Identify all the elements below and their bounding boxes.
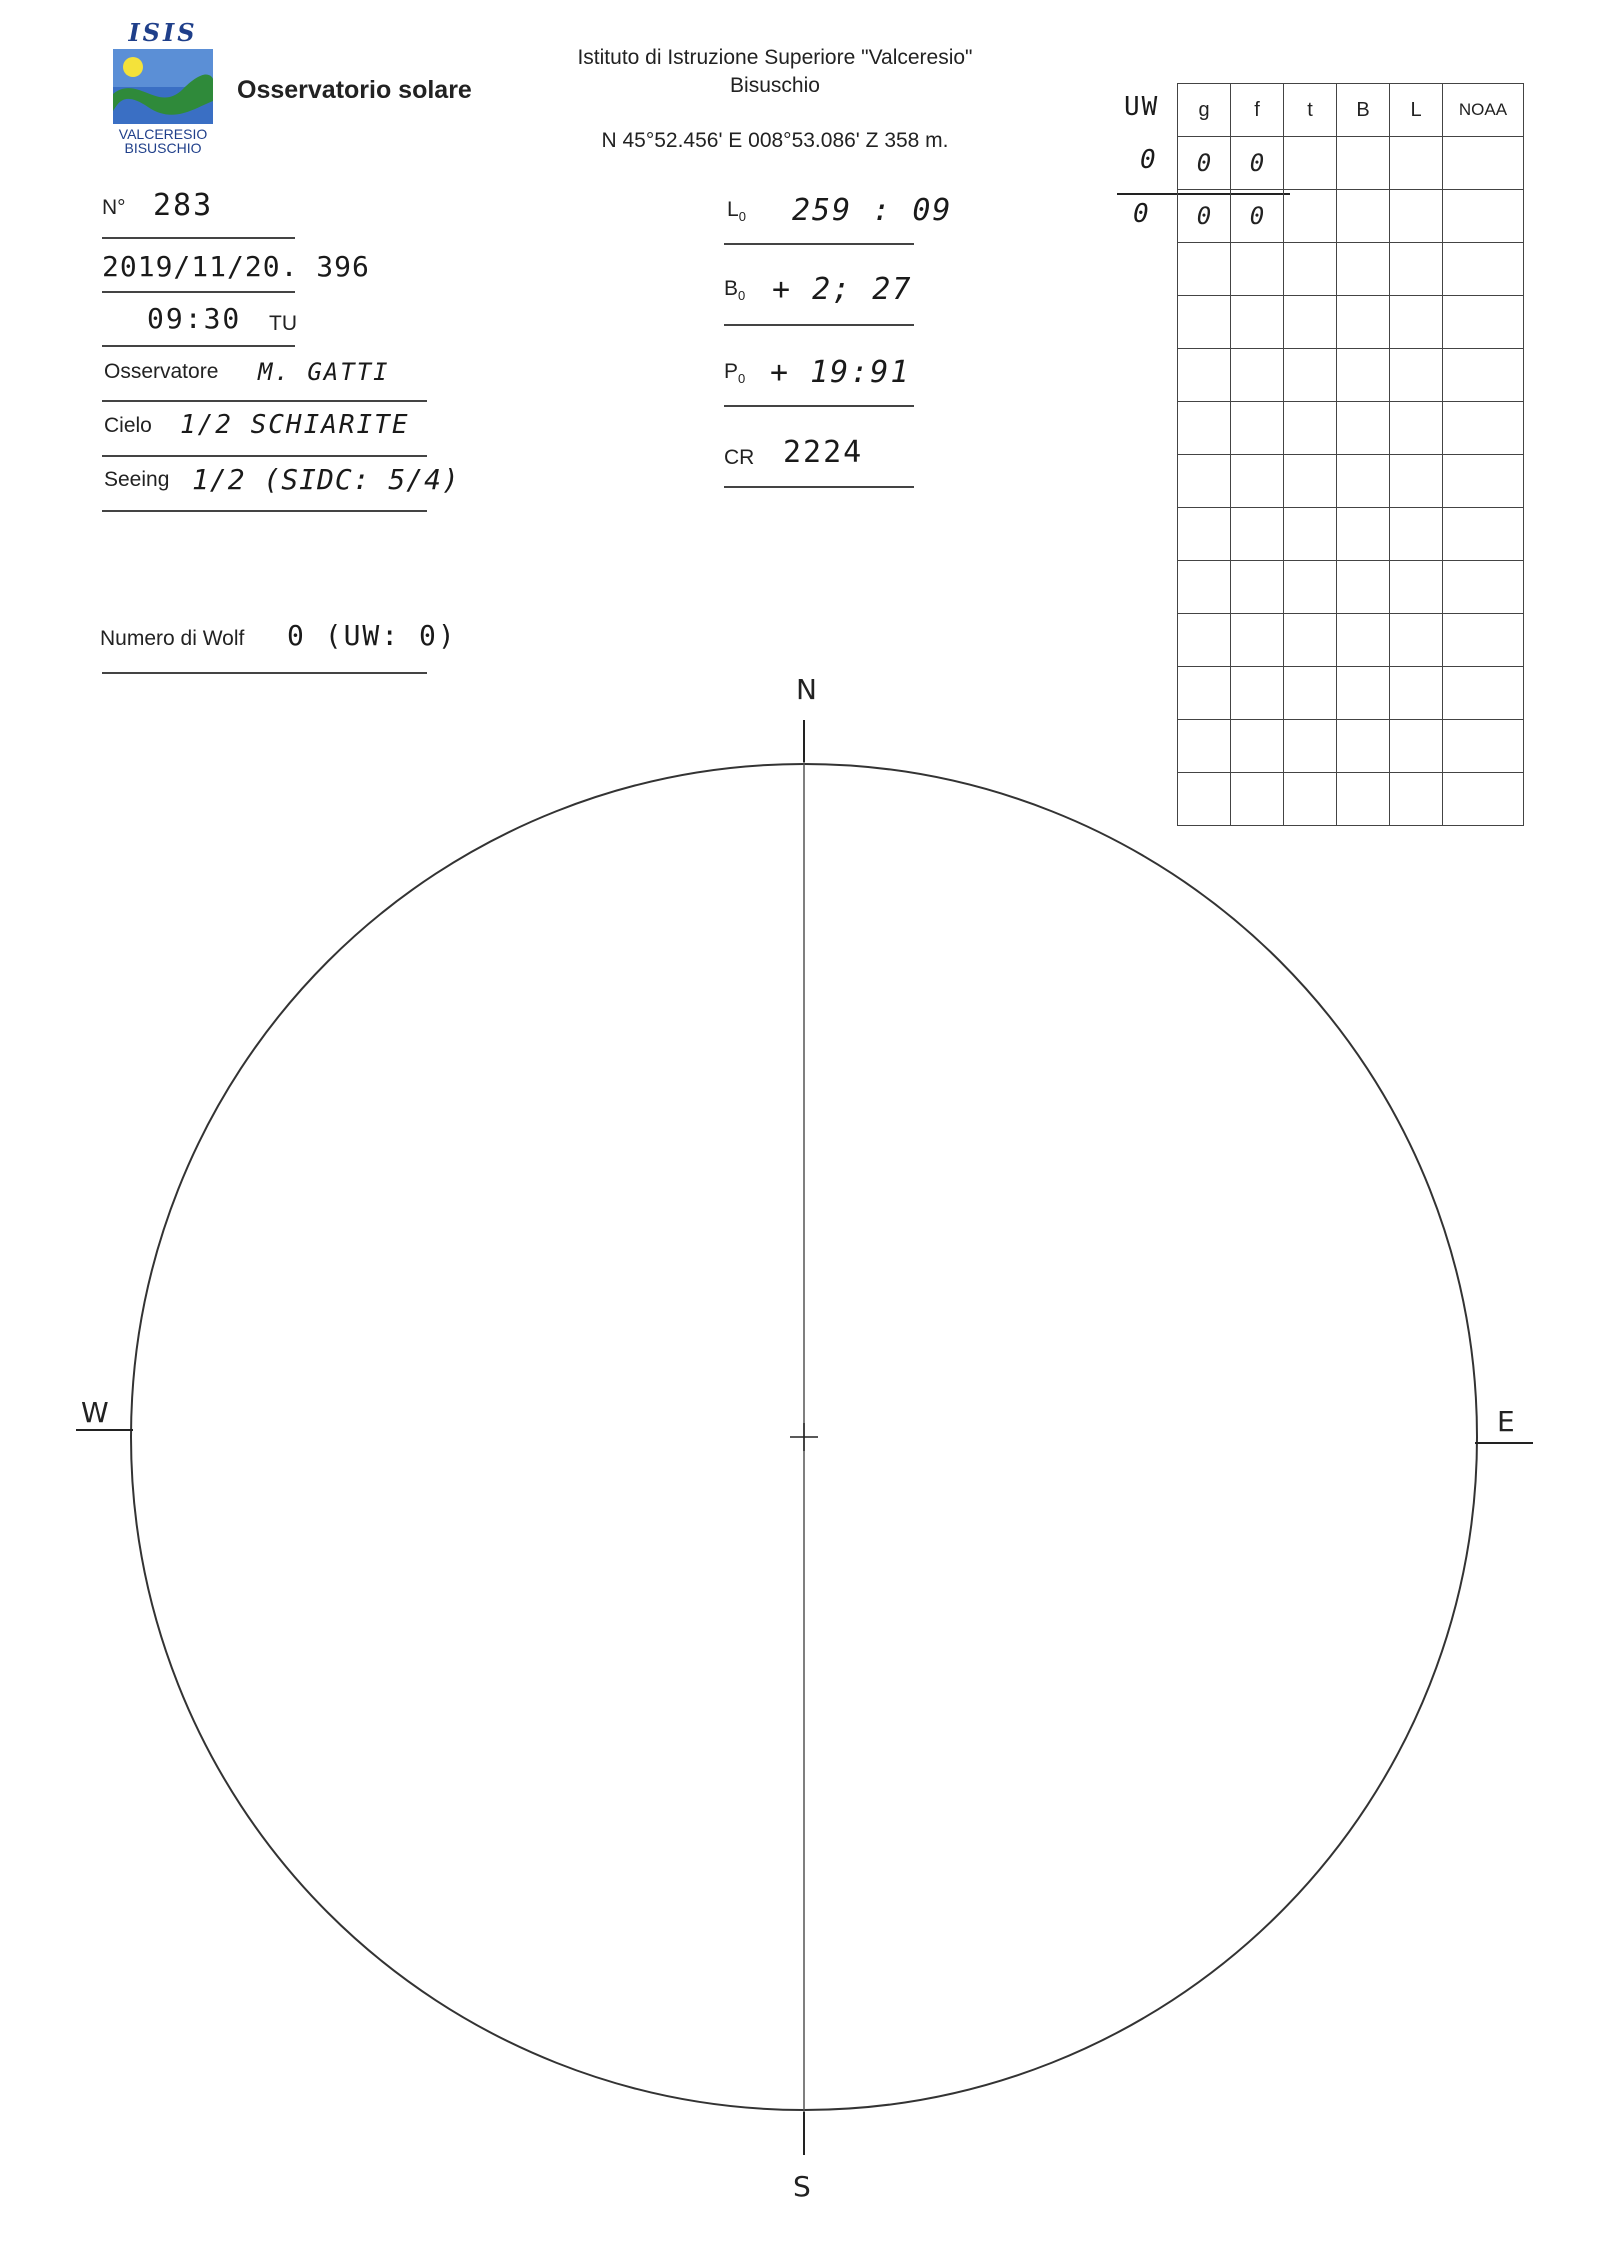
wolf-label: Numero di Wolf: [100, 627, 245, 650]
b0-label: $B_0$: [724, 277, 746, 304]
uw-row2-value: 0: [1133, 199, 1151, 229]
header-b: B: [1337, 84, 1390, 137]
number-label: N°: [102, 196, 126, 219]
b0-value: + 2; 27: [772, 272, 913, 307]
east-label: E: [1497, 1405, 1515, 1438]
institute-town: Bisuschio: [730, 74, 820, 97]
row1-f: 0: [1231, 137, 1284, 190]
header-noaa: NOAA: [1443, 84, 1524, 137]
row2-g: 0: [1178, 190, 1231, 243]
uw-header: UW: [1124, 92, 1160, 122]
logo-caption-2: BISUSCHIO: [124, 140, 202, 156]
station-coordinates: N 45°52.456' E 008°53.086' Z 358 m.: [601, 129, 949, 152]
sky-label: Cielo: [104, 414, 152, 437]
header-g: g: [1178, 84, 1231, 137]
number-value: 283: [153, 188, 214, 223]
time-unit: TU: [269, 312, 297, 335]
cr-label: CR: [724, 446, 755, 469]
west-label: W: [81, 1396, 109, 1429]
time-value: 09:30: [147, 302, 242, 335]
p0-label: $P_0$: [724, 360, 746, 387]
row1-g: 0: [1178, 137, 1231, 190]
south-label: S: [793, 2170, 811, 2203]
institute-name: Istituto di Istruzione Superiore "Valceresio": [577, 46, 973, 69]
p0-value: + 19:91: [770, 355, 911, 390]
uw-row1-value: 0: [1140, 145, 1158, 175]
logo-text: ISIS: [128, 18, 198, 47]
wolf-value: 0 (UW: 0): [287, 619, 457, 652]
cr-value: 2224: [783, 435, 864, 470]
l0-label: $L_0$: [727, 198, 746, 225]
logo-caption-1: VALCERESIO: [118, 126, 208, 142]
observatory-title: Osservatorio solare: [237, 76, 472, 104]
header-t: t: [1284, 84, 1337, 137]
seeing-label: Seeing: [104, 468, 170, 491]
observer-label: Osservatore: [104, 360, 219, 383]
l0-value: 259 : 09: [792, 193, 953, 228]
row2-f: 0: [1231, 190, 1284, 243]
north-label: N: [796, 673, 817, 706]
sky-value: 1/2 SCHIARITE: [180, 410, 410, 440]
header-l: L: [1390, 84, 1443, 137]
date-value: 2019/11/20. 396: [102, 250, 370, 283]
seeing-value: 1/2 (SIDC: 5/4): [192, 463, 460, 496]
observer-value: M. GATTI: [258, 358, 390, 386]
header-f: f: [1231, 84, 1284, 137]
